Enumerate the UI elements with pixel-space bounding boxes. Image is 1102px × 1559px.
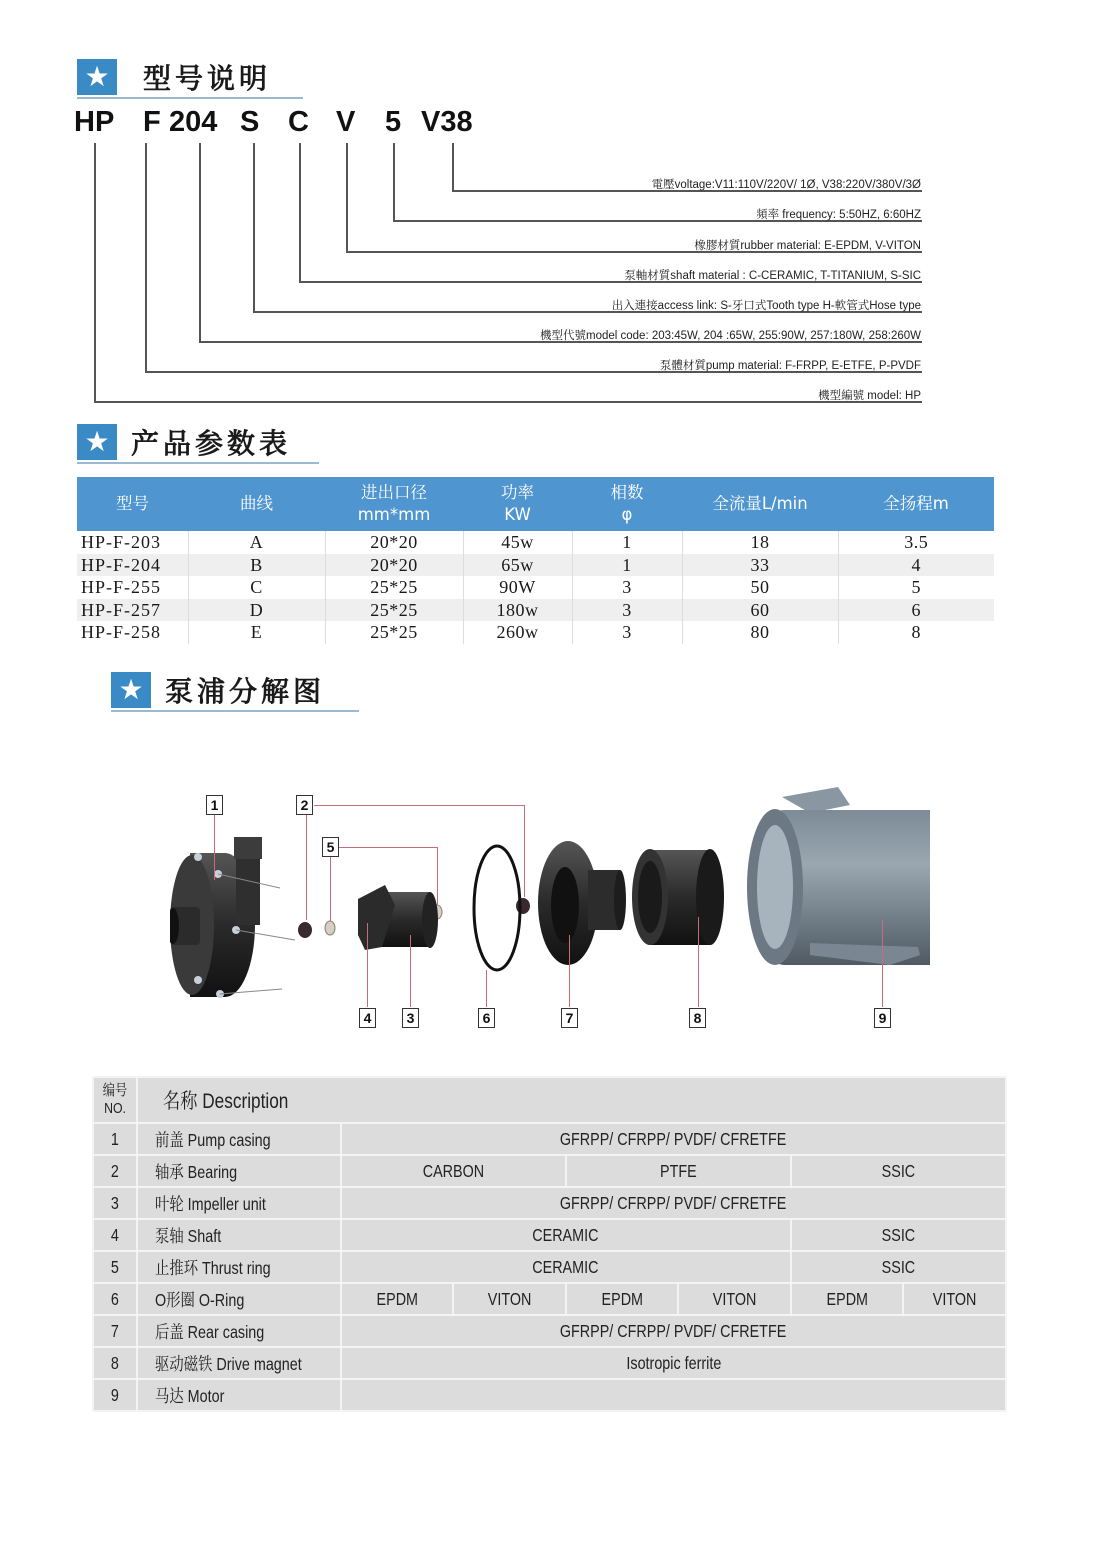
star-icon: ★	[111, 672, 151, 708]
table-row	[93, 1379, 1006, 1411]
cell-power: 90W	[463, 576, 572, 599]
cell-material: SSIC	[791, 1251, 1006, 1283]
part-label-2: 2	[296, 795, 313, 815]
part-label-4: 4	[359, 1008, 376, 1028]
cell-curve: D	[188, 599, 325, 622]
section-header-parameters	[77, 422, 319, 462]
cell-flow: 60	[682, 599, 838, 622]
materials-table	[92, 1076, 1007, 1412]
cell-name: 后盖 Rear casing	[137, 1315, 341, 1347]
section-header-model-explanation	[77, 57, 303, 97]
cell-phase: 1	[572, 554, 682, 577]
cell-name: O形圈 O-Ring	[137, 1283, 341, 1315]
cell-head: 6	[838, 599, 994, 622]
cell-power: 65w	[463, 554, 572, 577]
cell-material	[341, 1379, 1006, 1411]
col-header-head: 全扬程m	[838, 477, 994, 531]
exploded-diagram	[170, 775, 930, 1040]
code-segment-model: 204	[169, 106, 218, 138]
bearing-part-rear	[516, 898, 530, 914]
desc-voltage: 電壓voltage:V11:110V/220V/ 1Ø, V38:220V/380V/3Ø	[651, 179, 921, 191]
desc-model: 機型編號 model: HP	[818, 390, 921, 402]
cell-no: 8	[93, 1347, 137, 1379]
cell-material: VITON	[678, 1283, 791, 1315]
cell-name: 驱动磁铁 Drive magnet	[137, 1347, 341, 1379]
cell-flow: 33	[682, 554, 838, 577]
section-title: 产品参数表	[131, 427, 292, 460]
cell-head: 3.5	[904, 532, 929, 553]
cell-no: 7	[93, 1315, 137, 1347]
cell-model: HP-F-204	[77, 554, 188, 577]
cell-phase: 3	[572, 599, 682, 622]
cell-head: 8	[911, 622, 921, 643]
parameters-table	[77, 477, 994, 644]
cell-material: CERAMIC	[341, 1219, 791, 1251]
star-icon: ★	[77, 59, 117, 95]
divider	[111, 710, 359, 712]
cell-material: CARBON	[341, 1155, 566, 1187]
cell-curve: E	[188, 621, 325, 644]
cell-phase: 1	[572, 531, 682, 554]
table-row	[93, 1283, 1006, 1315]
desc-pump-material: 泵體材質pump material: F-FRPP, E-ETFE, P-PVDF	[659, 360, 921, 372]
code-segment-voltage: V38	[421, 106, 473, 138]
col-header-no: 编号 NO.	[93, 1077, 137, 1123]
cell-material: EPDM	[791, 1283, 904, 1315]
cell-material: SSIC	[791, 1219, 1006, 1251]
cell-name: 轴承 Bearing	[137, 1155, 341, 1187]
table-row	[77, 599, 994, 622]
code-segment-link: S	[240, 106, 260, 138]
cell-material: GFRPP/ CFRPP/ PVDF/ CFRETFE	[341, 1315, 1006, 1347]
cell-flow: 18	[682, 531, 838, 554]
table-row	[93, 1219, 1006, 1251]
cell-name: 前盖 Pump casing	[137, 1123, 341, 1155]
table-row	[77, 531, 994, 554]
cell-no: 4	[93, 1219, 137, 1251]
cell-no: 2	[93, 1155, 137, 1187]
code-segment-material: F	[143, 106, 161, 138]
cell-curve: C	[188, 576, 325, 599]
cell-model: HP-F-203	[77, 531, 188, 554]
col-header-power: 功率 KW	[463, 477, 572, 531]
code-segment-rubber: V	[336, 106, 356, 138]
pump-casing-part	[170, 837, 295, 998]
cell-name: 止推环 Thrust ring	[137, 1251, 341, 1283]
cell-flow: 50	[682, 576, 838, 599]
thrust-ring-part-front	[325, 921, 335, 935]
cell-name: 马达 Motor	[137, 1379, 341, 1411]
col-header-phase: 相数 φ	[572, 477, 682, 531]
cell-no: 1	[93, 1123, 137, 1155]
cell-model: HP-F-258	[77, 621, 188, 644]
cell-name: 泵轴 Shaft	[137, 1219, 341, 1251]
col-header-description: 名称 Description	[137, 1077, 1006, 1123]
divider	[77, 97, 303, 99]
cell-material: GFRPP/ CFRPP/ PVDF/ CFRETFE	[341, 1187, 1006, 1219]
col-header-model: 型号	[77, 477, 188, 531]
table-row	[77, 621, 994, 644]
cell-phase: 3	[572, 621, 682, 644]
cell-power: 45w	[463, 531, 572, 554]
cell-name: 叶轮 Impeller unit	[137, 1187, 341, 1219]
cell-head: 4	[838, 554, 994, 577]
desc-access-link: 出入連接access link: S-牙口式Tooth type H-軟管式Hose type	[611, 300, 921, 312]
cell-material: CERAMIC	[341, 1251, 791, 1283]
table-row	[77, 576, 994, 599]
part-label-8: 8	[689, 1008, 706, 1028]
table-row	[93, 1315, 1006, 1347]
part-label-7: 7	[561, 1008, 578, 1028]
cell-power: 180w	[463, 599, 572, 622]
cell-port-size: 25*25	[325, 576, 463, 599]
col-header-port-size: 进出口径 mm*mm	[325, 477, 463, 531]
table-row	[93, 1155, 1006, 1187]
code-segment-frequency: 5	[385, 106, 402, 138]
code-segment-series: HP	[74, 106, 115, 138]
cell-curve: A	[188, 531, 325, 554]
o-ring-part	[474, 846, 520, 970]
cell-material: EPDM	[341, 1283, 454, 1315]
cell-phase: 3	[572, 576, 682, 599]
cell-material: VITON	[453, 1283, 566, 1315]
part-label-3: 3	[402, 1008, 419, 1028]
part-label-1: 1	[206, 795, 223, 815]
table-row	[93, 1123, 1006, 1155]
part-label-9: 9	[874, 1008, 891, 1028]
cell-material: EPDM	[566, 1283, 679, 1315]
part-label-6: 6	[478, 1008, 495, 1028]
cell-material: PTFE	[566, 1155, 791, 1187]
table-row	[77, 554, 994, 577]
table-row	[93, 1187, 1006, 1219]
star-icon: ★	[77, 424, 117, 460]
table-header-row	[77, 477, 994, 531]
desc-frequency: 頻率 frequency: 5:50HZ, 6:60HZ	[756, 209, 921, 221]
cell-no: 5	[93, 1251, 137, 1283]
rear-casing-part	[538, 841, 626, 965]
cell-no: 9	[93, 1379, 137, 1411]
impeller-unit-part	[358, 885, 438, 950]
col-header-flow: 全流量L/min	[682, 477, 838, 531]
desc-shaft-material: 泵軸材質shaft material : C-CERAMIC, T-TITANIUM, S-SIC	[624, 270, 921, 282]
cell-material: SSIC	[791, 1155, 1006, 1187]
section-header-exploded-view	[111, 670, 359, 710]
desc-model-code: 機型代號model code: 203:45W, 204 :65W, 255:90W, 257:180W, 258:260W	[540, 330, 921, 342]
cell-port-size: 20*20	[325, 531, 463, 554]
motor-part	[747, 787, 930, 965]
pump-parts-illustration	[170, 775, 930, 1040]
cell-port-size: 25*25	[325, 599, 463, 622]
divider	[77, 462, 319, 464]
cell-model: HP-F-255	[77, 576, 188, 599]
code-segment-shaft: C	[288, 106, 309, 138]
cell-port-size: 25*25	[325, 621, 463, 644]
bearing-part-front	[298, 922, 312, 938]
cell-material: Isotropic ferrite	[341, 1347, 1006, 1379]
cell-power: 260w	[463, 621, 572, 644]
table-row	[93, 1251, 1006, 1283]
cell-curve: B	[188, 554, 325, 577]
col-header-curve: 曲线	[188, 477, 325, 531]
section-title: 泵浦分解图	[165, 675, 326, 708]
section-title: 型号说明	[143, 62, 272, 95]
cell-head: 5	[911, 577, 921, 598]
drive-magnet-part	[632, 849, 724, 945]
desc-rubber-material: 橡膠材質rubber material: E-EPDM, V-VITON	[694, 240, 921, 252]
table-header-row	[93, 1077, 1006, 1123]
table-row	[93, 1347, 1006, 1379]
cell-material: GFRPP/ CFRPP/ PVDF/ CFRETFE	[341, 1123, 1006, 1155]
cell-material: VITON	[903, 1283, 1006, 1315]
cell-no: 6	[93, 1283, 137, 1315]
cell-flow: 80	[682, 621, 838, 644]
cell-port-size: 20*20	[325, 554, 463, 577]
part-label-5: 5	[322, 837, 339, 857]
cell-no: 3	[93, 1187, 137, 1219]
cell-model: HP-F-257	[77, 599, 188, 622]
